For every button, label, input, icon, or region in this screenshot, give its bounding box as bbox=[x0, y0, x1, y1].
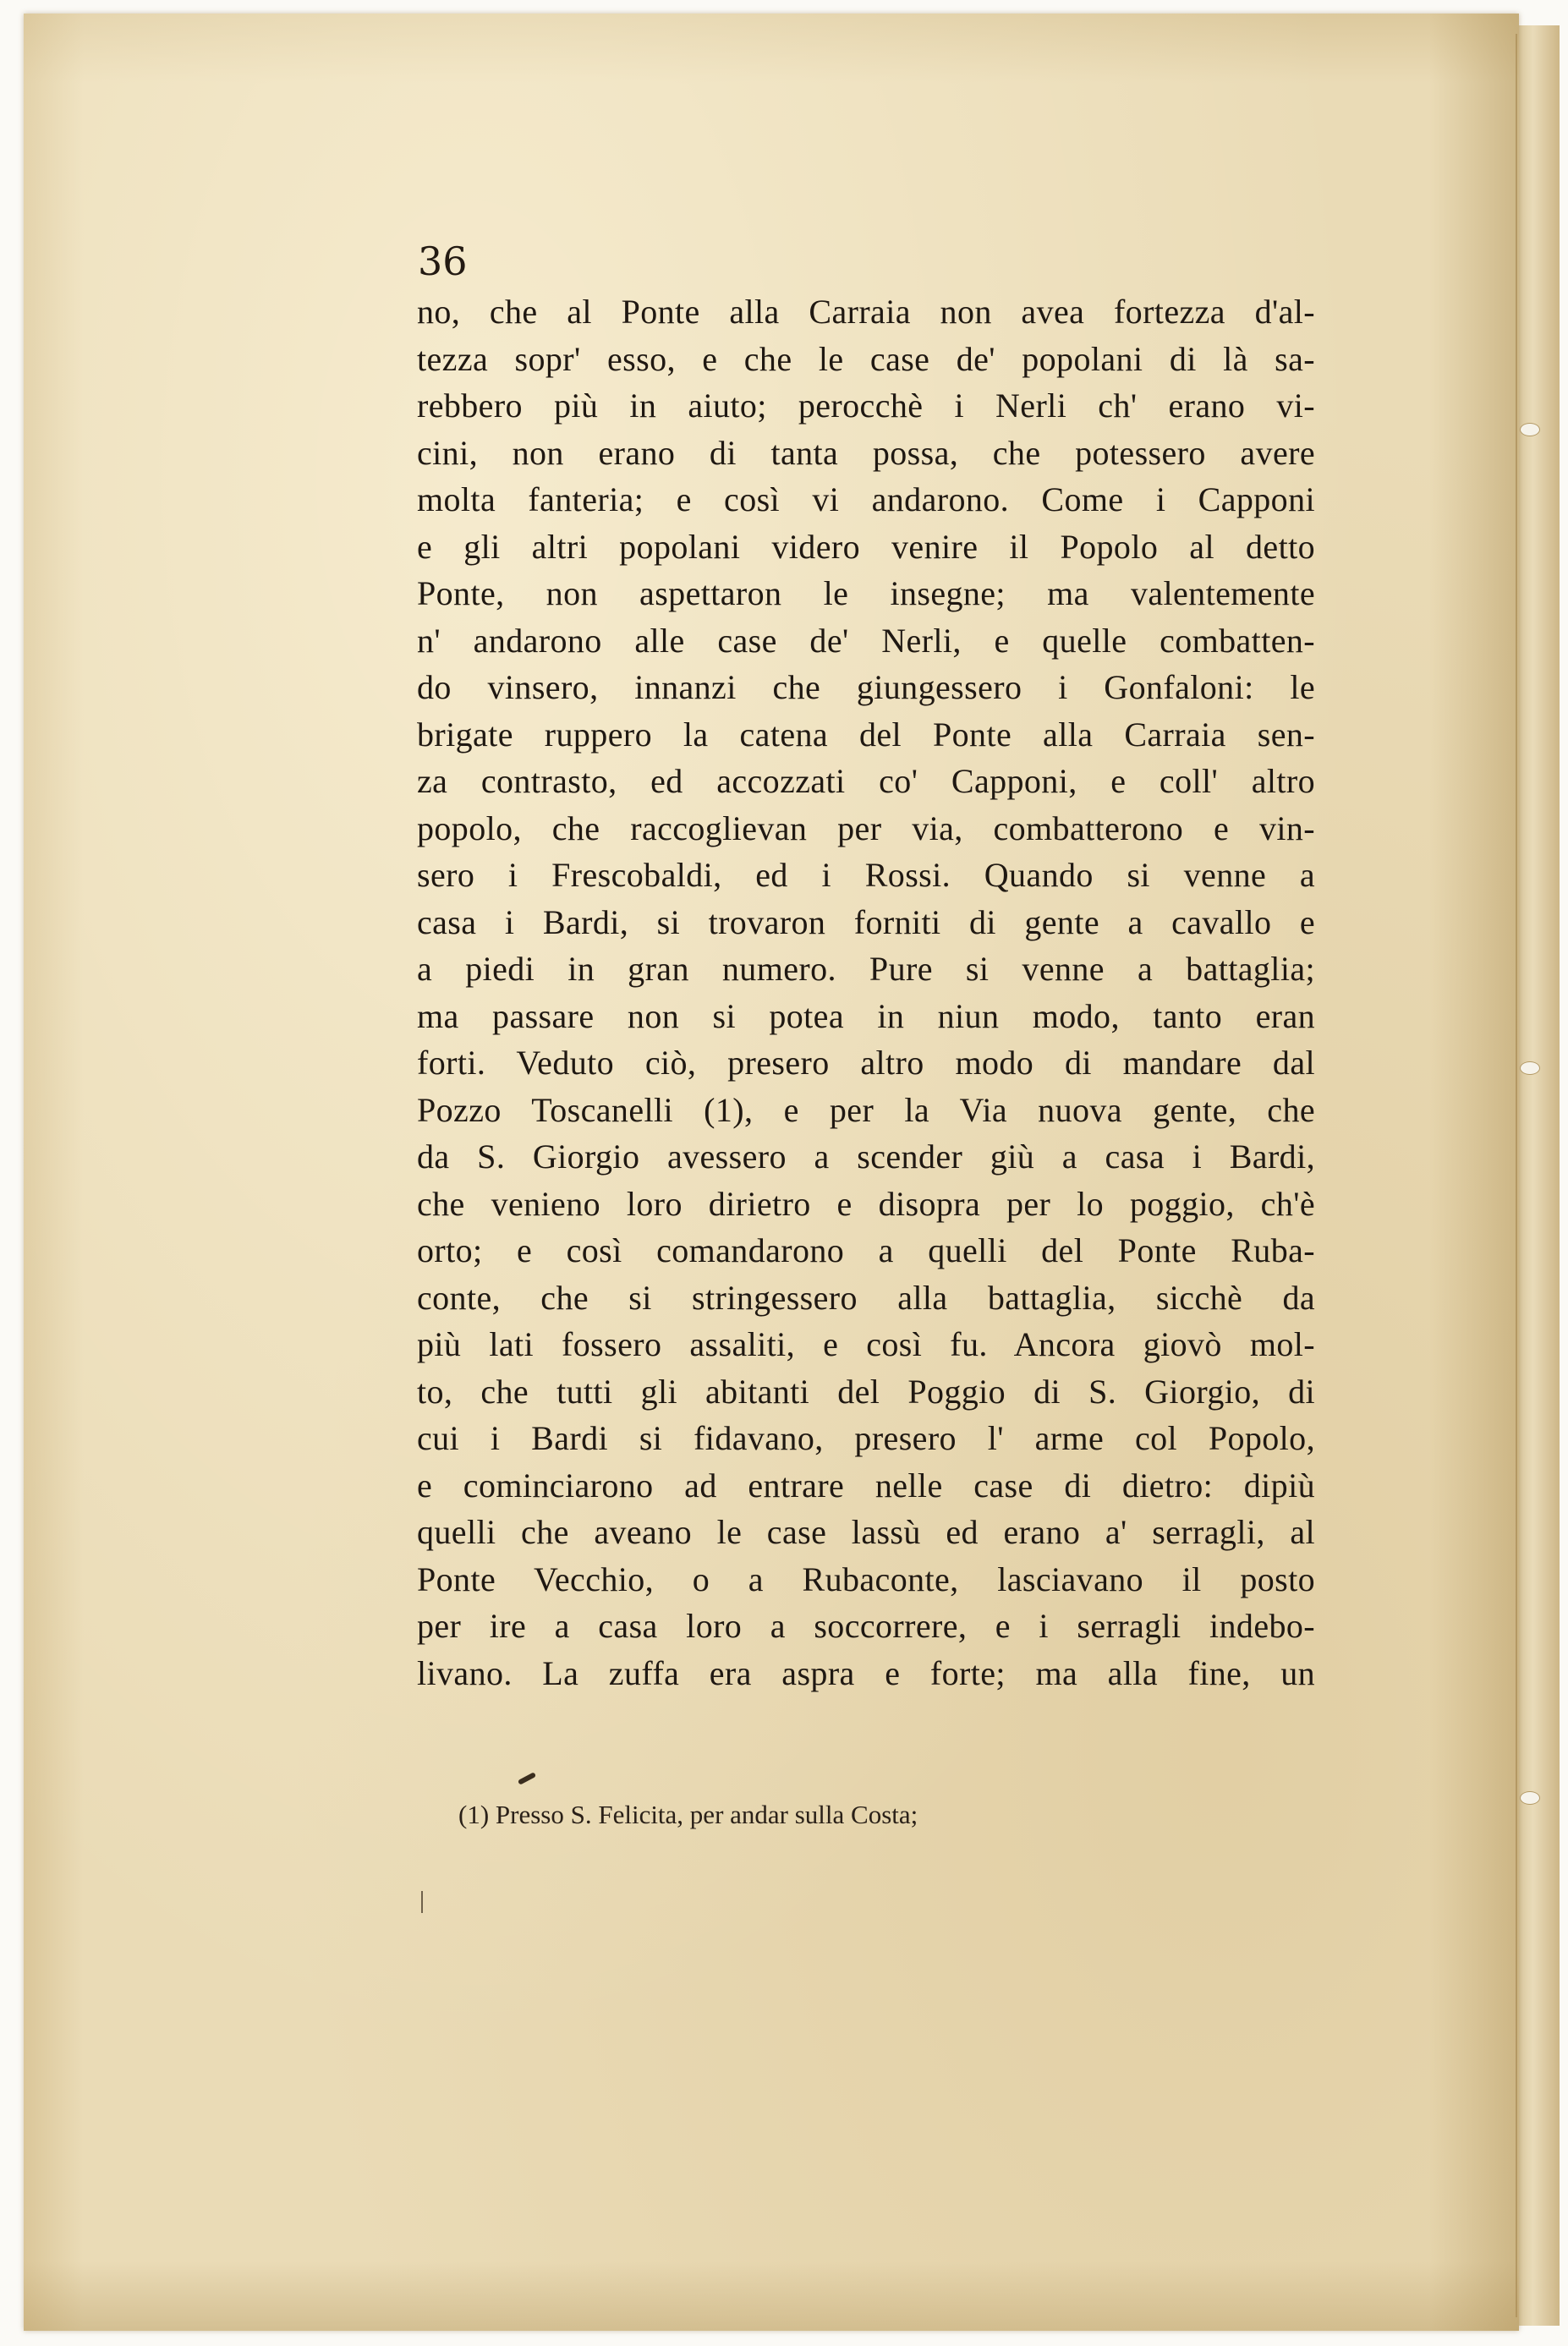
text-line: forti. Veduto ciò, presero altro modo di mandare dal bbox=[417, 1044, 1315, 1082]
text-line: molta fanteria; e così vi andarono. Come i Capponi bbox=[417, 480, 1315, 518]
text-line: orto; e così comandarono a quelli del Ponte Ruba- bbox=[417, 1231, 1315, 1269]
footnote: (1) Presso S. Felicita, per andar sulla Costa; bbox=[458, 1800, 918, 1829]
text-line: quelli che aveano le case lassù ed erano a' serragli, al bbox=[417, 1513, 1315, 1551]
text-line: brigate ruppero la catena del Ponte alla Carraia sen- bbox=[417, 715, 1315, 754]
text-line: to, che tutti gli abitanti del Poggio di S. Giorgio, di bbox=[417, 1372, 1315, 1411]
text-line: n' andarono alle case de' Nerli, e quelle combatten- bbox=[417, 621, 1315, 660]
text-line: no, che al Ponte alla Carraia non avea fortezza d'al- bbox=[417, 293, 1315, 331]
text-line: cini, non erano di tanta possa, che potessero avere bbox=[417, 433, 1315, 472]
body-text bbox=[417, 288, 1315, 1696]
text-line: livano. La zuffa era aspra e forte; ma alla fine, un bbox=[417, 1653, 1315, 1692]
binding-fold bbox=[1516, 34, 1517, 2317]
text-line: Ponte, non aspettaron le insegne; ma valentemente bbox=[417, 574, 1315, 612]
ink-mark bbox=[421, 1891, 423, 1913]
text-line: tezza sopr' esso, e che le case de' popolani di là sa- bbox=[417, 339, 1315, 378]
stitch-hole bbox=[1520, 1791, 1540, 1805]
text-line: più lati fossero assaliti, e così fu. Ancora giovò mol- bbox=[417, 1325, 1315, 1363]
text-line: do vinsero, innanzi che giungessero i Gonfaloni: le bbox=[417, 668, 1315, 706]
text-line: rebbero più in aiuto; perocchè i Nerli ch' erano vi- bbox=[417, 386, 1315, 425]
page-number: 36 bbox=[418, 238, 468, 284]
text-line: popolo, che raccoglievan per via, combatterono e vin- bbox=[417, 808, 1315, 847]
text-line: Ponte Vecchio, o a Rubaconte, lasciavano il posto bbox=[417, 1559, 1315, 1598]
stitch-hole bbox=[1520, 1061, 1540, 1075]
text-line: casa i Bardi, si trovaron forniti di gente a cavallo e bbox=[417, 902, 1315, 941]
text-line: ma passare non si potea in niun modo, tanto eran bbox=[417, 996, 1315, 1035]
text-line: da S. Giorgio avessero a scender giù a casa i Bardi, bbox=[417, 1137, 1315, 1176]
text-line: per ire a casa loro a soccorrere, e i serragli indebo- bbox=[417, 1607, 1315, 1645]
next-leaf-edge bbox=[1514, 25, 1560, 2326]
text-line: e cominciarono ad entrare nelle case di dietro: dipiù bbox=[417, 1466, 1315, 1505]
text-line: conte, che si stringessero alla battaglia, sicchè da bbox=[417, 1278, 1315, 1317]
text-line: sero i Frescobaldi, ed i Rossi. Quando si venne a bbox=[417, 856, 1315, 894]
text-line: e gli altri popolani videro venire il Popolo al detto bbox=[417, 527, 1315, 566]
text-line: che venieno loro dirietro e disopra per lo poggio, ch'è bbox=[417, 1184, 1315, 1223]
text-line: Pozzo Toscanelli (1), e per la Via nuova gente, che bbox=[417, 1090, 1315, 1129]
text-line: za contrasto, ed accozzati co' Capponi, e coll' altro bbox=[417, 762, 1315, 800]
text-line: cui i Bardi si fidavano, presero l' arme col Popolo, bbox=[417, 1419, 1315, 1457]
text-line: a piedi in gran numero. Pure si venne a battaglia; bbox=[417, 950, 1315, 988]
stitch-hole bbox=[1520, 423, 1540, 436]
